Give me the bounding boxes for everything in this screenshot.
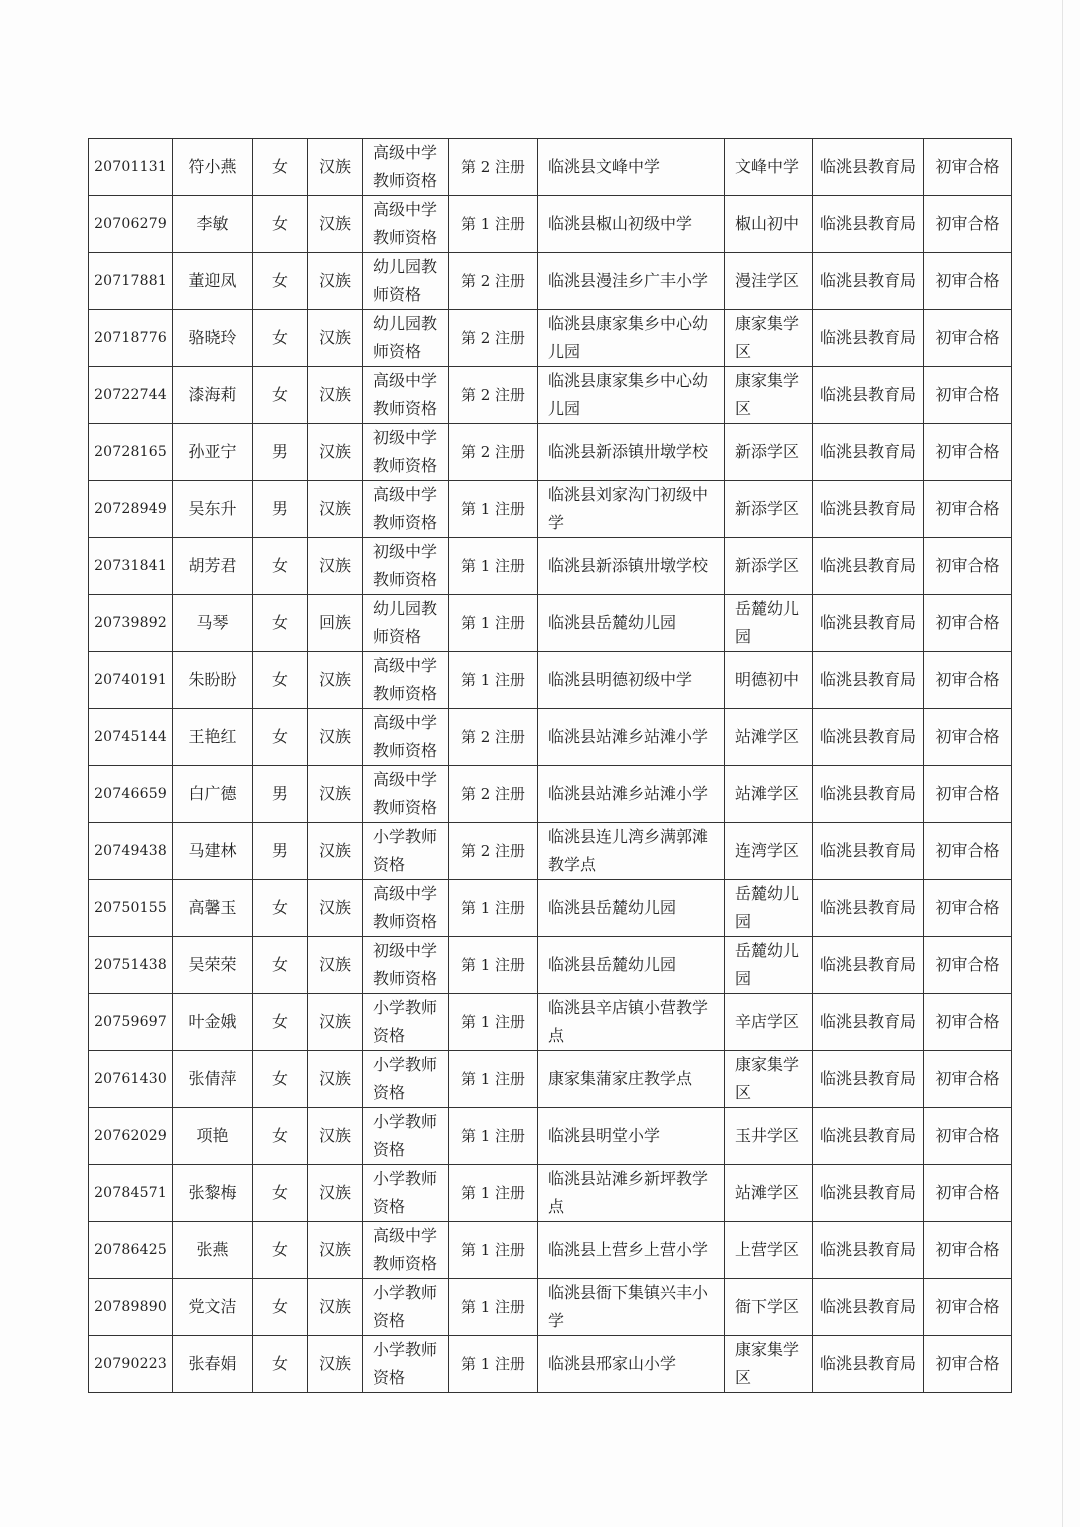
school-district-cell: 站滩学区	[725, 766, 813, 823]
authority-cell: 临洮县教育局	[813, 1108, 924, 1165]
authority-cell: 临洮县教育局	[813, 1222, 924, 1279]
gender-cell: 男	[253, 766, 308, 823]
table-row	[89, 253, 1012, 310]
gender-cell: 女	[253, 1165, 308, 1222]
school-district-cell: 辛店学区	[725, 994, 813, 1051]
applicant-id-cell: 20789890	[89, 1279, 173, 1336]
gender-cell: 女	[253, 937, 308, 994]
authority-cell: 临洮县教育局	[813, 994, 924, 1051]
name-cell: 符小燕	[173, 139, 253, 196]
table-row	[89, 367, 1012, 424]
ethnicity-cell: 回族	[308, 595, 363, 652]
authority-cell: 临洮县教育局	[813, 538, 924, 595]
registration-count-cell: 第 1 注册	[449, 937, 538, 994]
ethnicity-cell: 汉族	[308, 709, 363, 766]
table-row	[89, 481, 1012, 538]
table-row	[89, 766, 1012, 823]
review-result-cell: 初审合格	[924, 1336, 1012, 1393]
gender-cell: 女	[253, 595, 308, 652]
ethnicity-cell: 汉族	[308, 1336, 363, 1393]
school-district-cell: 新添学区	[725, 538, 813, 595]
teacher-registration-table	[88, 138, 1012, 1393]
review-result-cell: 初审合格	[924, 880, 1012, 937]
name-cell: 白广德	[173, 766, 253, 823]
school-district-cell: 文峰中学	[725, 139, 813, 196]
authority-cell: 临洮县教育局	[813, 196, 924, 253]
name-cell: 吴荣荣	[173, 937, 253, 994]
table-row	[89, 196, 1012, 253]
registration-count-cell: 第 1 注册	[449, 1279, 538, 1336]
school-cell: 临洮县站滩乡新坪教学点	[538, 1165, 725, 1222]
school-district-cell: 康家集学区	[725, 310, 813, 367]
school-district-cell: 岳麓幼儿园	[725, 595, 813, 652]
table-row	[89, 1222, 1012, 1279]
applicant-id-cell: 20750155	[89, 880, 173, 937]
school-cell: 临洮县站滩乡站滩小学	[538, 766, 725, 823]
ethnicity-cell: 汉族	[308, 994, 363, 1051]
name-cell: 项艳	[173, 1108, 253, 1165]
scan-edge-line	[1062, 0, 1063, 1527]
certificate-type-cell: 幼儿园教师资格	[363, 595, 449, 652]
certificate-type-cell: 小学教师资格	[363, 1165, 449, 1222]
school-district-cell: 康家集学区	[725, 1051, 813, 1108]
school-district-cell: 玉井学区	[725, 1108, 813, 1165]
certificate-type-cell: 初级中学教师资格	[363, 538, 449, 595]
certificate-type-cell: 高级中学教师资格	[363, 1222, 449, 1279]
gender-cell: 男	[253, 823, 308, 880]
applicant-id-cell: 20740191	[89, 652, 173, 709]
ethnicity-cell: 汉族	[308, 766, 363, 823]
name-cell: 胡芳君	[173, 538, 253, 595]
school-cell: 临洮县新添镇卅墩学校	[538, 424, 725, 481]
school-cell: 临洮县岳麓幼儿园	[538, 937, 725, 994]
applicant-id-cell: 20790223	[89, 1336, 173, 1393]
registration-count-cell: 第 1 注册	[449, 994, 538, 1051]
school-district-cell: 岳麓幼儿园	[725, 937, 813, 994]
school-cell: 临洮县上营乡上营小学	[538, 1222, 725, 1279]
ethnicity-cell: 汉族	[308, 1279, 363, 1336]
name-cell: 王艳红	[173, 709, 253, 766]
review-result-cell: 初审合格	[924, 1165, 1012, 1222]
authority-cell: 临洮县教育局	[813, 880, 924, 937]
registration-count-cell: 第 2 注册	[449, 253, 538, 310]
certificate-type-cell: 幼儿园教师资格	[363, 310, 449, 367]
applicant-id-cell: 20786425	[89, 1222, 173, 1279]
ethnicity-cell: 汉族	[308, 196, 363, 253]
name-cell: 高馨玉	[173, 880, 253, 937]
ethnicity-cell: 汉族	[308, 139, 363, 196]
ethnicity-cell: 汉族	[308, 1051, 363, 1108]
certificate-type-cell: 高级中学教师资格	[363, 652, 449, 709]
gender-cell: 女	[253, 1222, 308, 1279]
school-cell: 临洮县岳麓幼儿园	[538, 595, 725, 652]
review-result-cell: 初审合格	[924, 310, 1012, 367]
gender-cell: 女	[253, 196, 308, 253]
authority-cell: 临洮县教育局	[813, 1336, 924, 1393]
registration-count-cell: 第 1 注册	[449, 1222, 538, 1279]
authority-cell: 临洮县教育局	[813, 823, 924, 880]
name-cell: 董迎凤	[173, 253, 253, 310]
registration-count-cell: 第 2 注册	[449, 424, 538, 481]
applicant-id-cell: 20717881	[89, 253, 173, 310]
ethnicity-cell: 汉族	[308, 481, 363, 538]
gender-cell: 女	[253, 709, 308, 766]
school-cell: 临洮县椒山初级中学	[538, 196, 725, 253]
registration-count-cell: 第 1 注册	[449, 1336, 538, 1393]
certificate-type-cell: 小学教师资格	[363, 1108, 449, 1165]
school-cell: 临洮县辛店镇小营教学点	[538, 994, 725, 1051]
applicant-id-cell: 20746659	[89, 766, 173, 823]
registration-count-cell: 第 1 注册	[449, 196, 538, 253]
applicant-id-cell: 20728165	[89, 424, 173, 481]
review-result-cell: 初审合格	[924, 1279, 1012, 1336]
gender-cell: 男	[253, 481, 308, 538]
applicant-id-cell: 20745144	[89, 709, 173, 766]
school-cell: 临洮县明堂小学	[538, 1108, 725, 1165]
ethnicity-cell: 汉族	[308, 253, 363, 310]
gender-cell: 女	[253, 139, 308, 196]
school-district-cell: 新添学区	[725, 424, 813, 481]
registration-count-cell: 第 2 注册	[449, 766, 538, 823]
authority-cell: 临洮县教育局	[813, 481, 924, 538]
ethnicity-cell: 汉族	[308, 538, 363, 595]
table-body	[89, 139, 1012, 1393]
registration-count-cell: 第 1 注册	[449, 1051, 538, 1108]
review-result-cell: 初审合格	[924, 823, 1012, 880]
registration-count-cell: 第 1 注册	[449, 595, 538, 652]
applicant-id-cell: 20731841	[89, 538, 173, 595]
table-row	[89, 538, 1012, 595]
gender-cell: 女	[253, 1336, 308, 1393]
school-cell: 临洮县岳麓幼儿园	[538, 880, 725, 937]
school-district-cell: 岳麓幼儿园	[725, 880, 813, 937]
review-result-cell: 初审合格	[924, 481, 1012, 538]
applicant-id-cell: 20728949	[89, 481, 173, 538]
gender-cell: 女	[253, 1108, 308, 1165]
ethnicity-cell: 汉族	[308, 310, 363, 367]
authority-cell: 临洮县教育局	[813, 367, 924, 424]
registration-count-cell: 第 2 注册	[449, 823, 538, 880]
school-district-cell: 站滩学区	[725, 1165, 813, 1222]
authority-cell: 临洮县教育局	[813, 595, 924, 652]
review-result-cell: 初审合格	[924, 709, 1012, 766]
school-district-cell: 站滩学区	[725, 709, 813, 766]
school-district-cell: 康家集学区	[725, 1336, 813, 1393]
name-cell: 吴东升	[173, 481, 253, 538]
gender-cell: 女	[253, 538, 308, 595]
ethnicity-cell: 汉族	[308, 880, 363, 937]
school-cell: 康家集蒲家庄教学点	[538, 1051, 725, 1108]
ethnicity-cell: 汉族	[308, 937, 363, 994]
gender-cell: 女	[253, 1279, 308, 1336]
applicant-id-cell: 20761430	[89, 1051, 173, 1108]
applicant-id-cell: 20751438	[89, 937, 173, 994]
review-result-cell: 初审合格	[924, 253, 1012, 310]
review-result-cell: 初审合格	[924, 766, 1012, 823]
table-row	[89, 1108, 1012, 1165]
review-result-cell: 初审合格	[924, 1051, 1012, 1108]
registration-count-cell: 第 1 注册	[449, 1108, 538, 1165]
ethnicity-cell: 汉族	[308, 652, 363, 709]
table-row	[89, 652, 1012, 709]
review-result-cell: 初审合格	[924, 595, 1012, 652]
school-district-cell: 漫洼学区	[725, 253, 813, 310]
certificate-type-cell: 小学教师资格	[363, 994, 449, 1051]
name-cell: 党文洁	[173, 1279, 253, 1336]
applicant-id-cell: 20701131	[89, 139, 173, 196]
review-result-cell: 初审合格	[924, 994, 1012, 1051]
authority-cell: 临洮县教育局	[813, 709, 924, 766]
school-cell: 临洮县新添镇卅墩学校	[538, 538, 725, 595]
table-row	[89, 880, 1012, 937]
school-cell: 临洮县邢家山小学	[538, 1336, 725, 1393]
applicant-id-cell: 20784571	[89, 1165, 173, 1222]
certificate-type-cell: 高级中学教师资格	[363, 766, 449, 823]
review-result-cell: 初审合格	[924, 1108, 1012, 1165]
table-row	[89, 709, 1012, 766]
certificate-type-cell: 小学教师资格	[363, 823, 449, 880]
review-result-cell: 初审合格	[924, 937, 1012, 994]
table-row	[89, 595, 1012, 652]
ethnicity-cell: 汉族	[308, 367, 363, 424]
school-district-cell: 衙下学区	[725, 1279, 813, 1336]
school-district-cell: 康家集学区	[725, 367, 813, 424]
applicant-id-cell: 20762029	[89, 1108, 173, 1165]
review-result-cell: 初审合格	[924, 424, 1012, 481]
certificate-type-cell: 小学教师资格	[363, 1051, 449, 1108]
authority-cell: 临洮县教育局	[813, 766, 924, 823]
authority-cell: 临洮县教育局	[813, 1051, 924, 1108]
name-cell: 李敏	[173, 196, 253, 253]
school-district-cell: 上营学区	[725, 1222, 813, 1279]
school-district-cell: 连湾学区	[725, 823, 813, 880]
name-cell: 张燕	[173, 1222, 253, 1279]
authority-cell: 临洮县教育局	[813, 424, 924, 481]
applicant-id-cell: 20739892	[89, 595, 173, 652]
authority-cell: 临洮县教育局	[813, 937, 924, 994]
applicant-id-cell: 20718776	[89, 310, 173, 367]
school-district-cell: 椒山初中	[725, 196, 813, 253]
registration-count-cell: 第 1 注册	[449, 652, 538, 709]
authority-cell: 临洮县教育局	[813, 139, 924, 196]
name-cell: 马建林	[173, 823, 253, 880]
table-row	[89, 139, 1012, 196]
certificate-type-cell: 小学教师资格	[363, 1279, 449, 1336]
gender-cell: 女	[253, 310, 308, 367]
name-cell: 朱盼盼	[173, 652, 253, 709]
school-cell: 临洮县漫洼乡广丰小学	[538, 253, 725, 310]
certificate-type-cell: 高级中学教师资格	[363, 880, 449, 937]
name-cell: 张黎梅	[173, 1165, 253, 1222]
name-cell: 张倩萍	[173, 1051, 253, 1108]
applicant-id-cell: 20722744	[89, 367, 173, 424]
ethnicity-cell: 汉族	[308, 823, 363, 880]
ethnicity-cell: 汉族	[308, 1165, 363, 1222]
certificate-type-cell: 幼儿园教师资格	[363, 253, 449, 310]
school-cell: 临洮县连儿湾乡满郭滩教学点	[538, 823, 725, 880]
table-row	[89, 823, 1012, 880]
certificate-type-cell: 小学教师资格	[363, 1336, 449, 1393]
certificate-type-cell: 高级中学教师资格	[363, 481, 449, 538]
ethnicity-cell: 汉族	[308, 1222, 363, 1279]
school-district-cell: 明德初中	[725, 652, 813, 709]
certificate-type-cell: 高级中学教师资格	[363, 709, 449, 766]
registration-count-cell: 第 1 注册	[449, 538, 538, 595]
registration-count-cell: 第 1 注册	[449, 1165, 538, 1222]
registration-count-cell: 第 1 注册	[449, 481, 538, 538]
school-cell: 临洮县文峰中学	[538, 139, 725, 196]
ethnicity-cell: 汉族	[308, 424, 363, 481]
certificate-type-cell: 初级中学教师资格	[363, 937, 449, 994]
review-result-cell: 初审合格	[924, 139, 1012, 196]
applicant-id-cell: 20706279	[89, 196, 173, 253]
authority-cell: 临洮县教育局	[813, 253, 924, 310]
gender-cell: 女	[253, 253, 308, 310]
review-result-cell: 初审合格	[924, 538, 1012, 595]
certificate-type-cell: 高级中学教师资格	[363, 367, 449, 424]
school-cell: 临洮县康家集乡中心幼儿园	[538, 310, 725, 367]
school-cell: 临洮县衙下集镇兴丰小学	[538, 1279, 725, 1336]
gender-cell: 女	[253, 994, 308, 1051]
authority-cell: 临洮县教育局	[813, 310, 924, 367]
table-row	[89, 1165, 1012, 1222]
name-cell: 叶金娥	[173, 994, 253, 1051]
gender-cell: 女	[253, 880, 308, 937]
table-row	[89, 1279, 1012, 1336]
review-result-cell: 初审合格	[924, 1222, 1012, 1279]
table-row	[89, 1051, 1012, 1108]
review-result-cell: 初审合格	[924, 196, 1012, 253]
school-cell: 临洮县康家集乡中心幼儿园	[538, 367, 725, 424]
table-row	[89, 937, 1012, 994]
registration-count-cell: 第 1 注册	[449, 880, 538, 937]
name-cell: 漆海莉	[173, 367, 253, 424]
gender-cell: 女	[253, 652, 308, 709]
gender-cell: 男	[253, 424, 308, 481]
table-row	[89, 310, 1012, 367]
registration-count-cell: 第 2 注册	[449, 367, 538, 424]
ethnicity-cell: 汉族	[308, 1108, 363, 1165]
school-cell: 临洮县站滩乡站滩小学	[538, 709, 725, 766]
registration-count-cell: 第 2 注册	[449, 709, 538, 766]
table-row	[89, 424, 1012, 481]
registration-count-cell: 第 2 注册	[449, 310, 538, 367]
table-row	[89, 1336, 1012, 1393]
registration-count-cell: 第 2 注册	[449, 139, 538, 196]
authority-cell: 临洮县教育局	[813, 652, 924, 709]
school-cell: 临洮县明德初级中学	[538, 652, 725, 709]
review-result-cell: 初审合格	[924, 652, 1012, 709]
review-result-cell: 初审合格	[924, 367, 1012, 424]
name-cell: 张春娟	[173, 1336, 253, 1393]
authority-cell: 临洮县教育局	[813, 1279, 924, 1336]
name-cell: 孙亚宁	[173, 424, 253, 481]
gender-cell: 女	[253, 1051, 308, 1108]
school-district-cell: 新添学区	[725, 481, 813, 538]
certificate-type-cell: 高级中学教师资格	[363, 196, 449, 253]
table-row	[89, 994, 1012, 1051]
certificate-type-cell: 初级中学教师资格	[363, 424, 449, 481]
gender-cell: 女	[253, 367, 308, 424]
applicant-id-cell: 20749438	[89, 823, 173, 880]
certificate-type-cell: 高级中学教师资格	[363, 139, 449, 196]
name-cell: 马琴	[173, 595, 253, 652]
name-cell: 骆晓玲	[173, 310, 253, 367]
applicant-id-cell: 20759697	[89, 994, 173, 1051]
authority-cell: 临洮县教育局	[813, 1165, 924, 1222]
school-cell: 临洮县刘家沟门初级中学	[538, 481, 725, 538]
